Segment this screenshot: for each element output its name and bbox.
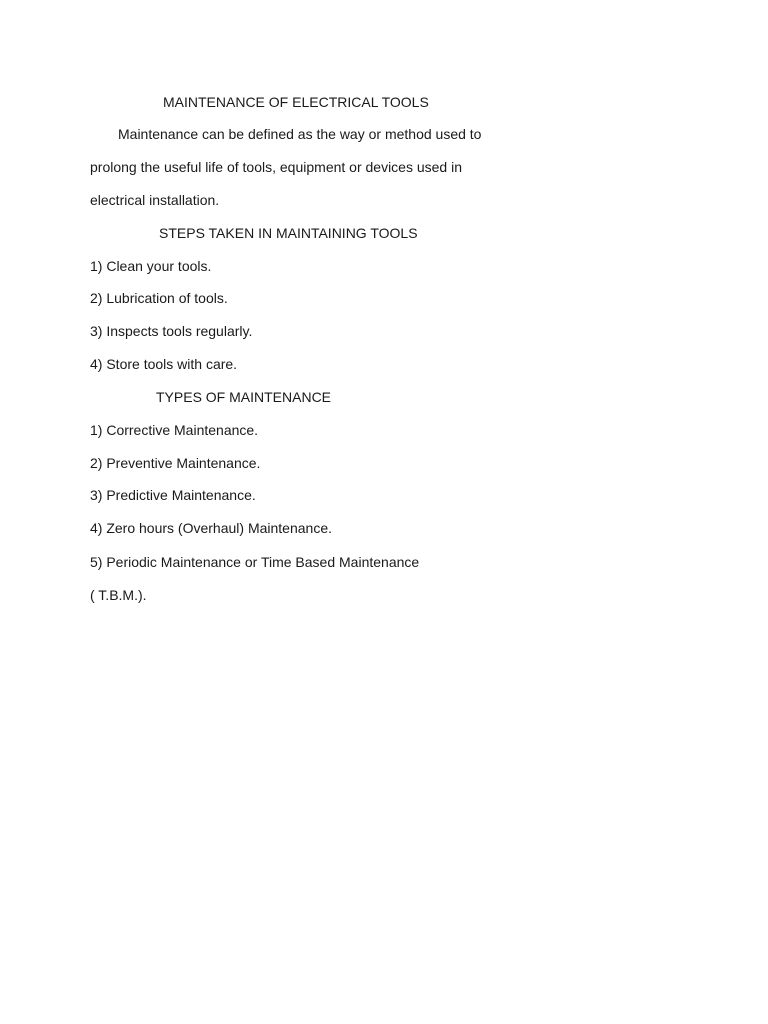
type-item-continuation: ( T.B.M.). bbox=[90, 587, 147, 603]
type-item: 4) Zero hours (Overhaul) Maintenance. bbox=[90, 520, 332, 536]
step-item: 2) Lubrication of tools. bbox=[90, 290, 228, 306]
type-item: 5) Periodic Maintenance or Time Based Maintenance bbox=[90, 554, 420, 570]
intro-line-1: Maintenance can be defined as the way or method used to bbox=[118, 126, 482, 142]
intro-line-2: prolong the useful life of tools, equipment or devices used in bbox=[90, 159, 463, 175]
step-item: 3) Inspects tools regularly. bbox=[90, 323, 253, 339]
intro-line-3: electrical installation. bbox=[90, 192, 220, 208]
document-title: MAINTENANCE OF ELECTRICAL TOOLS bbox=[163, 94, 429, 110]
type-item: 1) Corrective Maintenance. bbox=[90, 422, 259, 438]
steps-heading: STEPS TAKEN IN MAINTAINING TOOLS bbox=[159, 225, 418, 241]
types-heading: TYPES OF MAINTENANCE bbox=[156, 389, 332, 405]
type-item: 3) Predictive Maintenance. bbox=[90, 487, 256, 503]
step-item: 1) Clean your tools. bbox=[90, 258, 212, 274]
step-item: 4) Store tools with care. bbox=[90, 356, 238, 372]
type-item: 2) Preventive Maintenance. bbox=[90, 455, 261, 471]
